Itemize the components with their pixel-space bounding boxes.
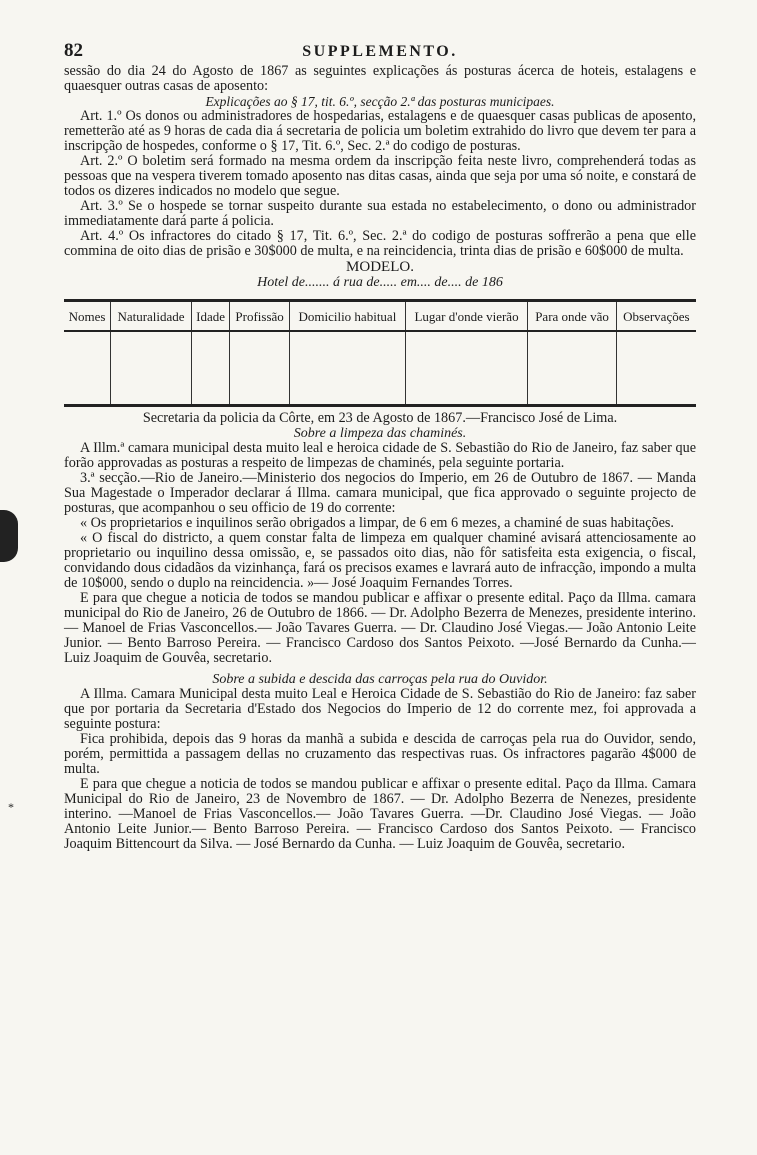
margin-mark: * — [8, 800, 14, 814]
column-header: Observações — [616, 301, 696, 332]
chamines-paragraph: E para que chegue a noticia de todos se mandou publicar e affixar o presente edital. Paço da Illma. camara municipal do Rio de Janeiro, 26 de Outubro de 1866. — Dr. Adolpho Bezerra de Menezes, presidente interino. — Manoel de Frias Vasconcellos.— João Tavares Guerra. — Dr. Claudino José Viegas.— João Antonio Leite Junior. — Bento Barroso Pereira. — Francisco Cardoso dos Santos Peixoto. —José Bernardo da Cunha.— Luiz Joaquim de Gouvêa, secretario. — [64, 590, 696, 666]
table-cell — [230, 331, 290, 406]
column-header: Nomes — [68, 309, 106, 324]
table-cell — [405, 331, 528, 406]
chamines-paragraph: A Illm.ª camara municipal desta muito leal e heroica cidade de S. Sebastião do Rio de Janeiro, faz saber que forão approvadas as posturas a respeito de limpezas de chaminés, pela seguinte portaria. — [64, 440, 696, 471]
table-cell — [110, 331, 191, 406]
column-header: Idade — [192, 301, 230, 332]
table-row — [64, 331, 696, 406]
table-cell — [616, 331, 696, 406]
column-header: Domicilio habitual — [290, 301, 406, 332]
modelo-title: MODELO. — [346, 259, 414, 275]
table-cell — [192, 331, 230, 406]
modelo-table — [64, 299, 696, 407]
column-header: Lugar d'onde vierão — [405, 301, 528, 332]
carrocas-heading: Sobre a subida e descida das carroças pela rua do Ouvidor. — [212, 672, 548, 687]
column-header: Naturalidade — [110, 301, 191, 332]
carrocas-paragraph: A Illma. Camara Municipal desta muito Leal e Heroica Cidade de S. Sebastião do Rio de Janeiro: faz saber que por portaria da Secretaria d'Estado dos Negocios do Imperio de 12 do corrente mez, foi approvada a seguinte postura: — [64, 686, 696, 732]
column-header: Profissão — [230, 301, 290, 332]
page-number: 82 — [64, 40, 83, 61]
chamines-paragraph: « Os proprietarios e inquilinos serão obrigados a limpar, de 6 em 6 mezes, a chaminé de suas habitações. — [80, 515, 674, 531]
table-cell — [290, 331, 406, 406]
page-edge-mark — [0, 510, 18, 562]
article-1: Art. 1.º Os donos ou administradores de hospedarias, estalagens e de quaesquer casas publicas de aposento, remetterão até as 9 horas de cada dia á secretaria de policia um boletim extrahido do livro que devem ter para a inscripção de hospedes, conforme o § 17, Tit. 6.º, Sec. 2.ª do codigo de posturas. — [64, 108, 696, 154]
secretaria-line: Secretaria da policia da Côrte, em 23 de Agosto de 1867.—Francisco José de Lima. — [142, 410, 618, 426]
article-3: Art. 3.º Se o hospede se tornar suspeito durante sua estada no estabelecimento, o dono ou administrador immediatamente dará parte á policia. — [64, 198, 696, 229]
table-header-row — [64, 301, 696, 332]
article-2: Art. 2.º O boletim será formado na mesma ordem da inscripção feita neste livro, comprehenderá todas as pessoas que na vespera tiverem tomado aposento nas ditas casas, ainda que seja por uma só noite, e constará de todos os dizeres indicados no modelo que segue. — [64, 153, 696, 199]
page-header — [64, 40, 696, 64]
chamines-paragraph: 3.ª secção.—Rio de Janeiro.—Ministerio dos negocios do Imperio, em 26 de Outubro de 1867. — Manda Sua Magestade o Imperador declarar á Illma. camara municipal, que fica approvado o seguinte projecto de posturas, que acompanhou o seu officio de 19 do corrente: — [64, 470, 696, 516]
explicacoes-heading: Explicações ao § 17, tit. 6.º, secção 2.ª das posturas municipaes. — [205, 94, 555, 109]
running-title: SUPPLEMENTO. — [302, 43, 458, 60]
intro-paragraph: sessão do dia 24 do Agosto de 1867 as seguintes explicações ás posturas ácerca de hoteis, estalagens e quaesquer outras casas de aposento: — [64, 63, 696, 94]
carrocas-paragraph: E para que chegue a noticia de todos se mandou publicar e affixar o presente edital. Paço da Illma. Camara Municipal do Rio de Janeiro, 23 de Novembro de 1867. — Dr. Adolpho Bezerra de Nenezes, presidente interino. —Manoel de Frias Vasconcellos.— João Tavares Guerra. —Dr. Claudino José Viegas. — João Antonio Leite Junior.— Bento Barroso Pereira. — Francisco Cardoso dos Santos Peixoto. — Francisco Joaquim Bittencourt da Silva. — José Bernardo da Cunha. — Luiz Joaquim de Gouvêa, secretario. — [64, 776, 696, 852]
chamines-heading: Sobre a limpeza das chaminés. — [293, 426, 467, 441]
article-4: Art. 4.º Os infractores do citado § 17, Tit. 6.º, Sec. 2.ª do codigo de posturas soffrerão a pena que elle commina de oito dias de prisão e 30$000 de multa, e na reincidencia, trinta dias de prisão e 60$000 de multa. — [64, 228, 696, 259]
carrocas-paragraph: Fica prohibida, depois das 9 horas da manhã a subida e descida de carroças pela rua do Ouvidor, sendo, porém, permittida a passagem dellas no cruzamento das respectivas ruas. Os infractores pagarão 4$000 de multa. — [64, 731, 696, 777]
hotel-line: Hotel de....... á rua de..... em.... de.... de 186 — [257, 275, 503, 290]
column-header: Para onde vão — [528, 301, 616, 332]
chamines-paragraph: « O fiscal do districto, a quem constar falta de limpeza em qualquer chaminé avisará attenciosamente ao proprietario ou inquilino dessa omissão, e, se passados oito dias, não fôr satisfeita esta exigencia, o fiscal, convidando dous cidadãos da vizinhança, fará os precisos exames e lavrará auto de infracção, impondo a multa de 10$000, sendo o duplo na reincidencia. »— José Joaquim Fernandes Torres. — [64, 530, 696, 591]
document-page — [64, 40, 696, 852]
table-cell — [64, 331, 110, 406]
table-cell — [528, 331, 616, 406]
